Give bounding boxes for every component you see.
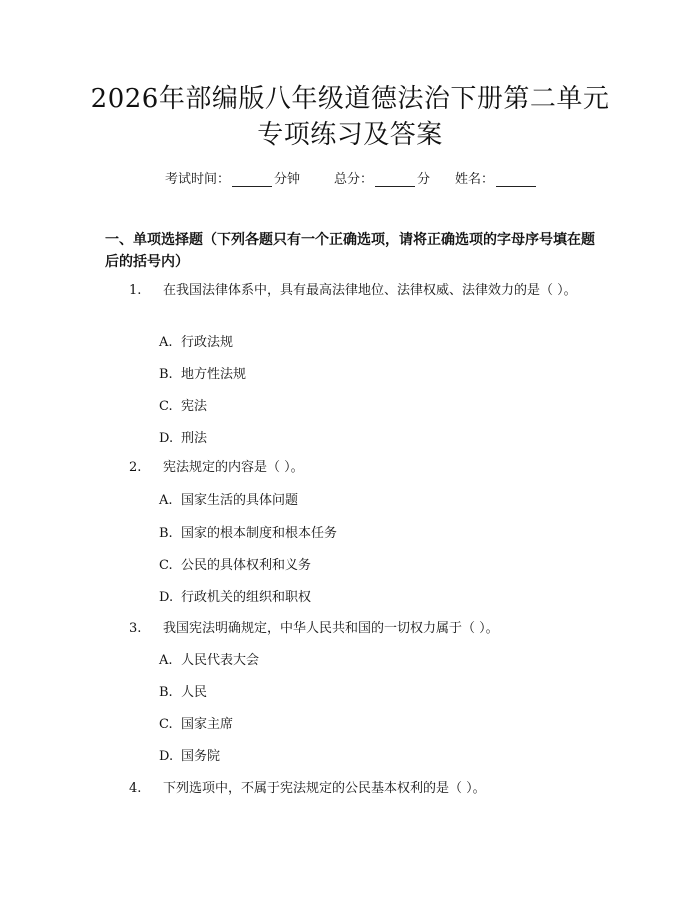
option-label: B. — [159, 685, 173, 700]
exam-time-label: 考试时间： — [165, 172, 231, 187]
answer-option[interactable] — [159, 365, 579, 385]
option-label: A. — [159, 653, 173, 668]
option-label: C. — [159, 558, 173, 573]
answer-option[interactable] — [159, 556, 579, 576]
question-text: 在我国法律体系中，具有最高法律地位、法律权威、法律效力的是（ ）。 — [163, 283, 577, 298]
question-item — [105, 280, 595, 302]
option-label: C. — [159, 717, 173, 732]
option-label: D. — [159, 431, 174, 446]
option-label: D. — [159, 590, 174, 605]
question-text: 下列选项中，不属于宪法规定的公民基本权利的是（ ）。 — [163, 781, 486, 796]
option-label: B. — [159, 367, 173, 382]
answer-option[interactable] — [159, 397, 579, 417]
question-number: 4. — [129, 781, 142, 796]
answer-option[interactable] — [159, 651, 579, 671]
option-text: 行政机关的组织和职权 — [181, 590, 312, 605]
question-number: 2. — [129, 460, 142, 475]
exam-time-unit: 分钟 — [274, 172, 301, 187]
option-text: 人民代表大会 — [181, 653, 260, 668]
answer-option[interactable] — [159, 715, 579, 735]
page-title-line-1: 2026年部编版八年级道德法治下册第二单元 — [90, 84, 610, 114]
option-text: 地方性法规 — [181, 367, 247, 382]
answer-option[interactable] — [159, 429, 579, 449]
option-text: 公民的具体权利和义务 — [181, 558, 312, 573]
exam-time-blank[interactable] — [232, 172, 272, 187]
page-title-line-2: 专项练习及答案 — [257, 120, 443, 150]
option-text: 刑法 — [181, 431, 208, 446]
option-label: A. — [159, 335, 173, 350]
option-text: 行政法规 — [181, 335, 234, 350]
answer-option[interactable] — [159, 524, 579, 544]
exam-info-row — [0, 168, 700, 188]
answer-option[interactable] — [159, 747, 579, 767]
option-text: 国家的根本制度和根本任务 — [181, 526, 338, 541]
exam-score-field — [334, 168, 430, 187]
exam-time-field — [165, 168, 300, 187]
question-number: 3. — [129, 621, 142, 636]
question-text: 我国宪法明确规定，中华人民共和国的一切权力属于（ ）。 — [163, 621, 499, 636]
answer-option[interactable] — [159, 683, 579, 703]
exam-score-blank[interactable] — [375, 172, 415, 187]
option-text: 国务院 — [181, 749, 221, 764]
question-text: 宪法规定的内容是（ ）。 — [163, 460, 304, 475]
section-heading: 一、单项选择题（下列各题只有一个正确选项，请将正确选项的字母序号填在题后的括号内） — [105, 232, 595, 270]
question-item — [105, 778, 595, 800]
option-text: 国家生活的具体问题 — [181, 493, 299, 508]
option-label: B. — [159, 526, 173, 541]
option-label: D. — [159, 749, 174, 764]
question-number: 1. — [129, 283, 142, 298]
exam-score-label: 总分： — [334, 172, 374, 187]
answer-option[interactable] — [159, 588, 579, 608]
option-label: A. — [159, 493, 173, 508]
question-item — [105, 457, 595, 479]
option-text: 宪法 — [181, 399, 208, 414]
option-text: 人民 — [181, 685, 208, 700]
question-item — [105, 618, 595, 640]
option-label: C. — [159, 399, 173, 414]
exam-score-unit: 分 — [417, 172, 431, 187]
student-name-blank[interactable] — [496, 172, 536, 187]
student-name-label: 姓名： — [455, 172, 495, 187]
answer-option[interactable] — [159, 333, 579, 353]
student-name-field — [455, 168, 538, 187]
option-text: 国家主席 — [181, 717, 234, 732]
answer-option[interactable] — [159, 491, 579, 511]
